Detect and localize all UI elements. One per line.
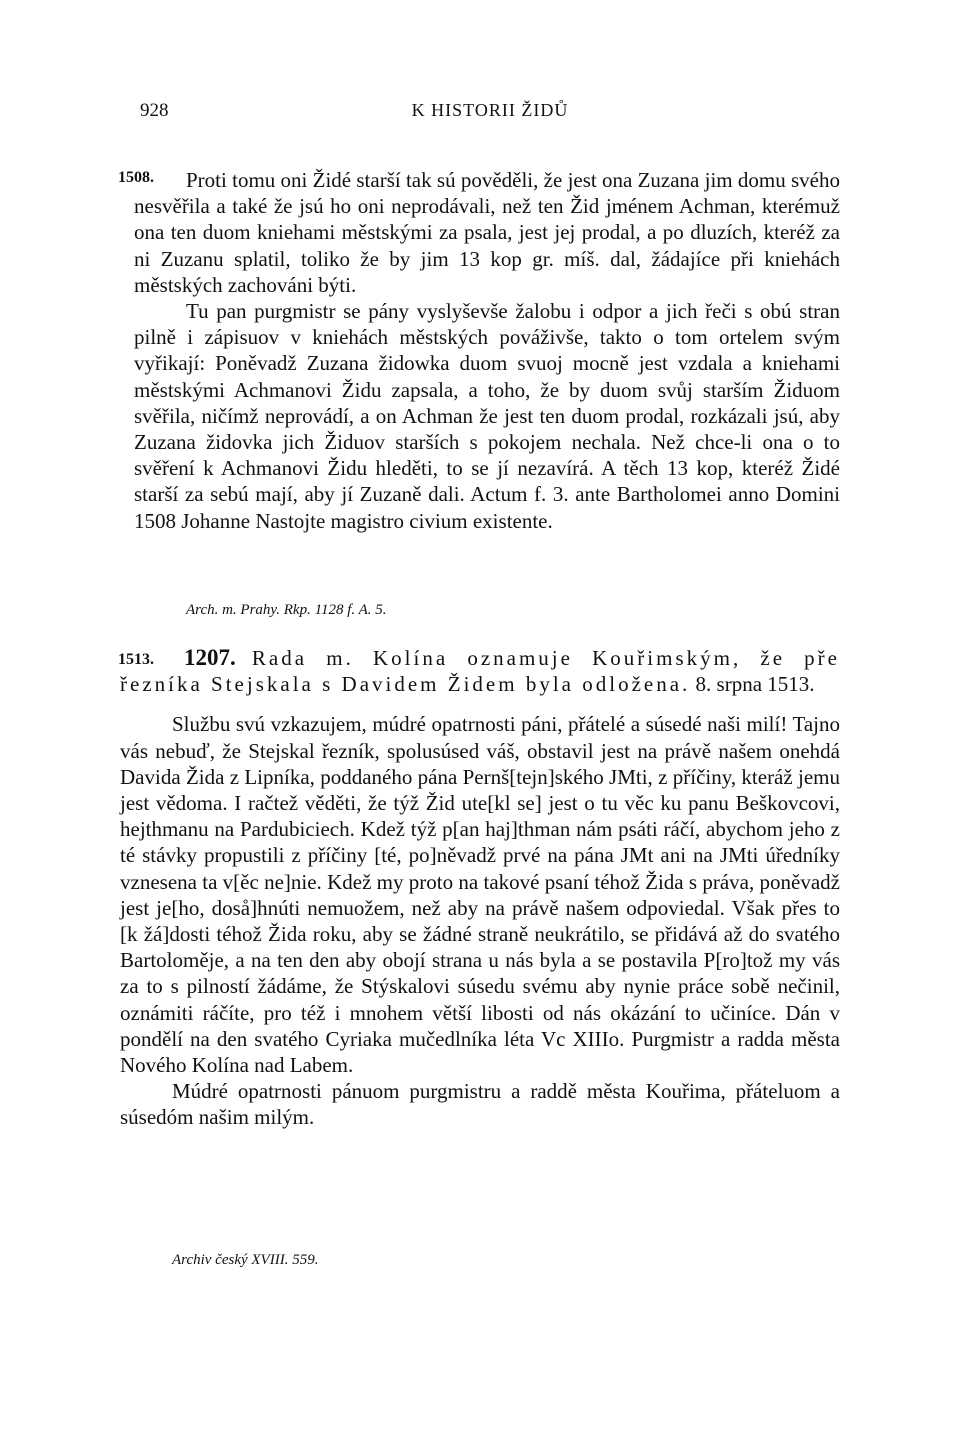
- entry-1508: [134, 167, 840, 534]
- year-marker-1513: 1513.: [118, 651, 154, 668]
- entry-1513-source: Archiv český XVIII. 559.: [172, 1252, 319, 1268]
- document-summary: Rada m. Kolína oznamuje Kouřimským, že pře řezníka Stejskala s Davidem Židem byla odložena.: [120, 646, 840, 697]
- document-heading: [120, 645, 840, 697]
- year-marker-1508: 1508.: [118, 169, 154, 186]
- document-date: 8. srpna 1513.: [695, 672, 815, 697]
- entry-1508-source: Arch. m. Prahy. Rkp. 1128 f. A. 5.: [186, 602, 387, 618]
- entry-1513-paragraph-2: Múdré opatrnosti pánuom purgmistru a raddě města Kouřima, přáteluom a súsedóm našim milým.: [120, 1079, 840, 1130]
- page-number: 928: [140, 100, 169, 121]
- entry-1508-paragraph-1: Proti tomu oni Židé starší tak sú pověděli, že jest ona Zuzana jim domu svého nesvěřila a také že jsú ho oni neprodávali, než ten Žid jménem Achman, kterémuž ona ten duom kniehami městskými za psala, jest jej prodal, a po dluzích, kteréž za ni Zuzanu splatil, toliko že by jim 13 kop gr. míš. dal, žádajíce při kniehách městských zachováni býti.: [134, 168, 840, 297]
- entry-1508-paragraph-2: Tu pan purgmistr se pány vyslyševše žalobu i odpor a jich řeči s obú stran pilně i zápisuov v kniehách městských pováživše, takto o tom ortelem svým vyřikají: Poněvadž Zuzana židowka duom svuoj mocně jest vzdala a kniehami městskými Achmanovi Židu zapsala, a toho, že by duom svůj starším Židuom svěřila, ničímž neprovádí, a on Achman že jest ten duom prodal, rozkázali jsú, aby Zuzana židovka jich Židuov starších s pokojem nechala. Než chce-li ona o to svěření k Achmanovi Židu hleděti, to se jí nezavírá. A těch 13 kop, kteréž Židé starší za sebú mají, aby jí Zuzaně dali. Actum f. 3. ante Bartholomei anno Domini 1508 Johanne Nastojte magistro civium existente.: [134, 299, 840, 533]
- entry-1513: [120, 645, 840, 1131]
- document-number: 1207.: [184, 645, 236, 670]
- running-title: K HISTORII ŽIDŮ: [411, 100, 569, 120]
- page-header: [140, 100, 840, 130]
- entry-1513-paragraph-1: Službu svú vzkazujem, múdré opatrnosti páni, přátelé a súsedé naši milí! Tajno vás nebuď, že Stejskal řezník, spolusúsed váš, obstavil jest na právě našem onehdá Davida Žida z Lipníka, poddaného pána Pernš[tejn]ského JMti, z příčiny, kteráž jemu jest vědoma. I račtež věděti, že týž Žid ute[kl se] jest o tu věc ku panu Beškovcovi, hejthmanu na Pardubiciech. Kdež týž p[an haj]thman nám psáti ráčí, abychom jeho z té stávky propustili z příčiny [té, po]něvadž prvé na pána JMt ani na JMti úředníky vznesena ta v[ěc ne]nie. Kdež my proto na takové psaní téhož Žida s práva, poněvadž jest je[ho, doså]hnúti nemuožem, než aby na právě našem odpoviedal. Však přes to [k žá]dosti téhož Žida roku, aby se žádné straně neukrátilo, se přidává až do svatého Bartoloměje, a na ten den aby obojí strana u nás byla a se postavila P[ro]tož my vás za to s pilností žádáme, že Stýskalovi súsedu svému aby nynie práce sobě nečinil, oznámiti ráčíte, pro též i mnohem větší libosti od nás okázání to učiníce. Dán v pondělí na den svatého Cyriaka mučedlníka léta Vc XIIIo. Purgmistr a radda města Nového Kolína nad Labem.: [120, 712, 840, 1078]
